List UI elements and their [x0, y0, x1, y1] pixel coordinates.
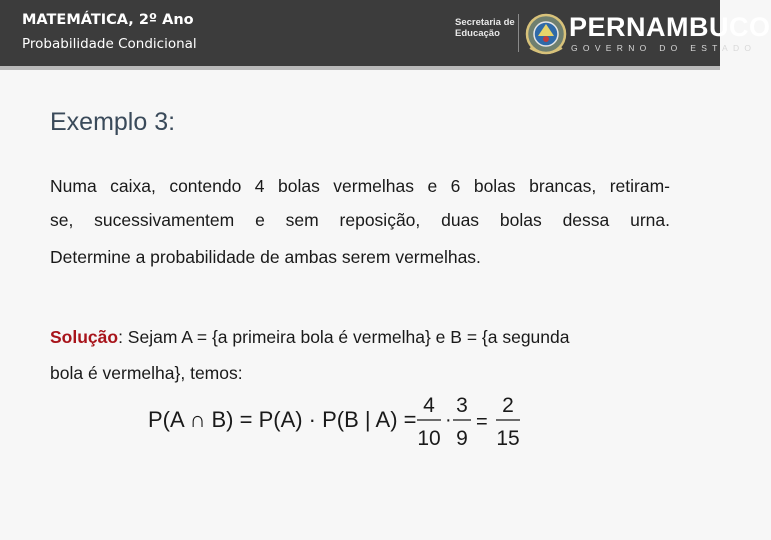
- solution-label: Solução: [50, 327, 119, 347]
- course-subtitle: Probabilidade Condicional: [22, 36, 197, 52]
- logo-separator: [518, 14, 519, 52]
- fraction-3: [496, 394, 520, 450]
- solution-line-2: bola é vermelha}, temos:: [50, 363, 243, 383]
- fraction-1-denominator: 10: [417, 427, 441, 450]
- secretaria-line-2: Educação: [455, 27, 500, 39]
- problem-line-2: se, sucessivamentem e sem reposição, duas bolas dessa urna.: [50, 210, 670, 230]
- solution-line-1: [50, 327, 670, 348]
- fraction-3-numerator: 2: [502, 394, 514, 417]
- solution-text-1: : Sejam A = {a primeira bola é vermelha} e B = {a segunda: [118, 327, 570, 347]
- equals-sign: =: [476, 411, 488, 433]
- problem-line-1: Numa caixa, contendo 4 bolas vermelhas e 6 bolas brancas, retiram-: [50, 176, 670, 196]
- course-title: MATEMÁTICA, 2º Ano: [22, 12, 194, 28]
- header-divider: [0, 66, 720, 70]
- state-logo-tagline: GOVERNO DO ESTADO: [571, 43, 757, 53]
- multiply-dot: ·: [445, 409, 452, 431]
- formula-lhs: P(A ∩ B) = P(A) · P(B | A) =: [148, 407, 417, 432]
- fraction-2: [453, 394, 471, 450]
- problem-line-3: Determine a probabilidade de ambas serem vermelhas.: [50, 247, 481, 267]
- state-logo-name: PERNAMBUCO: [569, 12, 771, 42]
- fraction-1-numerator: 4: [423, 394, 435, 417]
- fraction-2-denominator: 9: [456, 427, 468, 450]
- fraction-3-denominator: 15: [496, 427, 520, 450]
- slide-title: Exemplo 3:: [50, 108, 176, 136]
- state-crest-icon: [524, 10, 568, 58]
- secretaria-line-1: Secretaria de: [455, 17, 515, 28]
- fraction-1: [417, 394, 441, 450]
- secretaria-logo-text: [455, 18, 515, 39]
- probability-formula: [140, 390, 540, 454]
- fraction-2-numerator: 3: [456, 394, 468, 417]
